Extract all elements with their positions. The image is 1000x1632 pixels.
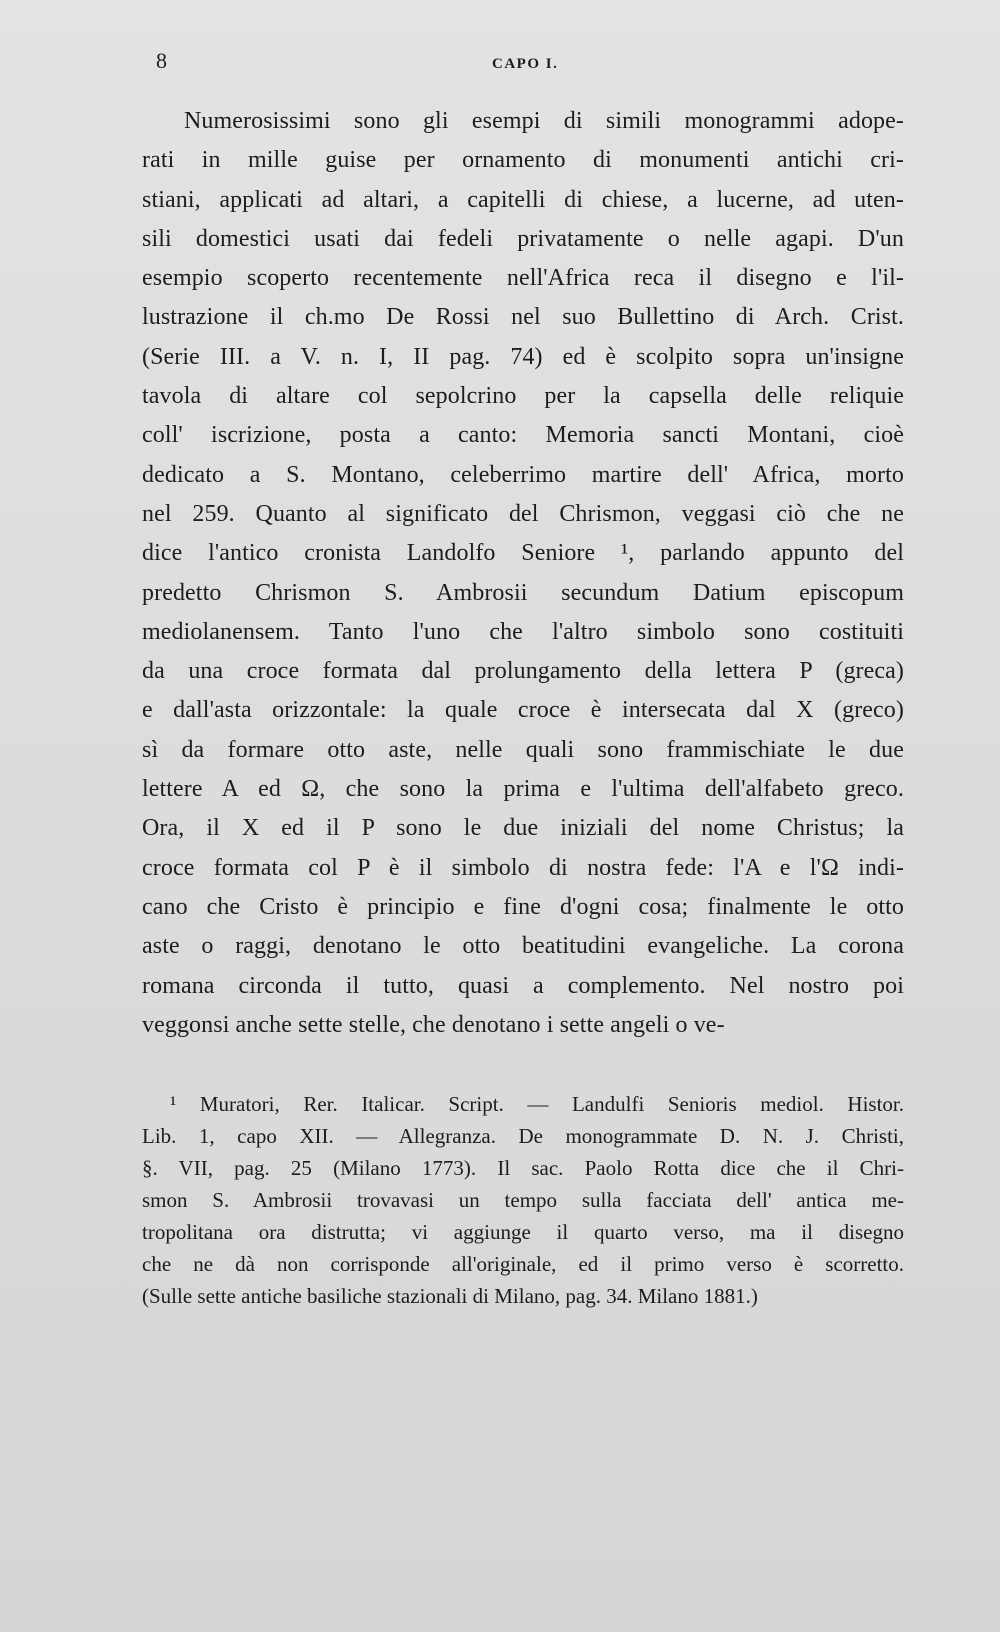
- page-number: 8: [156, 48, 167, 73]
- text-line: dedicato a S. Montano, celeberrimo martire dell' Africa, morto: [142, 461, 904, 488]
- page-header: [152, 48, 912, 78]
- text-line: croce formata col P è il simbolo di nostra fede: l'A e l'Ω indi-: [142, 854, 904, 881]
- text-line: dice l'antico cronista Landolfo Seniore ¹, parlando appunto del: [142, 540, 904, 567]
- text-line: e dall'asta orizzontale: la quale croce è intersecata dal X (greco): [142, 697, 904, 724]
- footnote-line: §. VII, pag. 25 (Milano 1773). Il sac. Paolo Rotta dice che il Chri-: [142, 1156, 904, 1180]
- text-line: rati in mille guise per ornamento di monumenti antichi cri-: [142, 147, 904, 174]
- footnote-line: tropolitana ora distrutta; vi aggiunge il quarto verso, ma il disegno: [142, 1220, 904, 1244]
- footnote-line: smon S. Ambrosii trovavasi un tempo sulla facciata dell' antica me-: [142, 1188, 904, 1212]
- text-line: cano che Cristo è principio e fine d'ogni cosa; finalmente le otto: [142, 893, 904, 920]
- text-line: Ora, il X ed il P sono le due iniziali del nome Christus; la: [142, 815, 904, 842]
- footnote-line: (Sulle sette antiche basiliche stazionali di Milano, pag. 34. Milano 1881.): [142, 1284, 758, 1308]
- footnote: [142, 1088, 904, 1312]
- text-line: coll' iscrizione, posta a canto: Memoria sancti Montani, cioè: [142, 422, 904, 449]
- footnote-line: Lib. 1, capo XII. — Allegranza. De monogrammate D. N. J. Christi,: [142, 1124, 904, 1148]
- text-line: sì da formare otto aste, nelle quali sono frammischiate le due: [142, 736, 904, 763]
- text-line: stiani, applicati ad altari, a capitelli di chiese, a lucerne, ad uten-: [142, 186, 904, 213]
- main-text: [142, 102, 904, 1045]
- text-line: veggonsi anche sette stelle, che denotano i sette angeli o ve-: [142, 1011, 725, 1038]
- text-line: esempio scoperto recentemente nell'Africa reca il disegno e l'il-: [142, 265, 904, 292]
- text-line: tavola di altare col sepolcrino per la capsella delle reliquie: [142, 383, 904, 410]
- text-line: da una croce formata dal prolungamento della lettera P (greca): [142, 658, 904, 685]
- running-head: CAPO I.: [492, 56, 559, 72]
- text-line: predetto Chrismon S. Ambrosii secundum Datium episcopum: [142, 579, 904, 606]
- text-line: aste o raggi, denotano le otto beatitudini evangeliche. La corona: [142, 933, 904, 960]
- text-line: lustrazione il ch.mo De Rossi nel suo Bullettino di Arch. Crist.: [142, 304, 904, 331]
- text-line: lettere A ed Ω, che sono la prima e l'ultima dell'alfabeto greco.: [142, 776, 904, 803]
- footnote-line: che ne dà non corrisponde all'originale, ed il primo verso è scorretto.: [142, 1252, 904, 1276]
- text-line: romana circonda il tutto, quasi a complemento. Nel nostro poi: [142, 972, 904, 999]
- text-line: Numerosissimi sono gli esempi di simili monogrammi adope-: [184, 108, 904, 134]
- footnote-line: ¹ Muratori, Rer. Italicar. Script. — Landulfi Senioris mediol. Histor.: [170, 1092, 904, 1116]
- text-line: sili domestici usati dai fedeli privatamente o nelle agapi. D'un: [142, 225, 904, 252]
- text-line: (Serie III. a V. n. I, II pag. 74) ed è scolpito sopra un'insigne: [142, 343, 904, 370]
- text-line: mediolanensem. Tanto l'uno che l'altro simbolo sono costituiti: [142, 618, 904, 645]
- text-line: nel 259. Quanto al significato del Chrismon, veggasi ciò che ne: [142, 500, 904, 527]
